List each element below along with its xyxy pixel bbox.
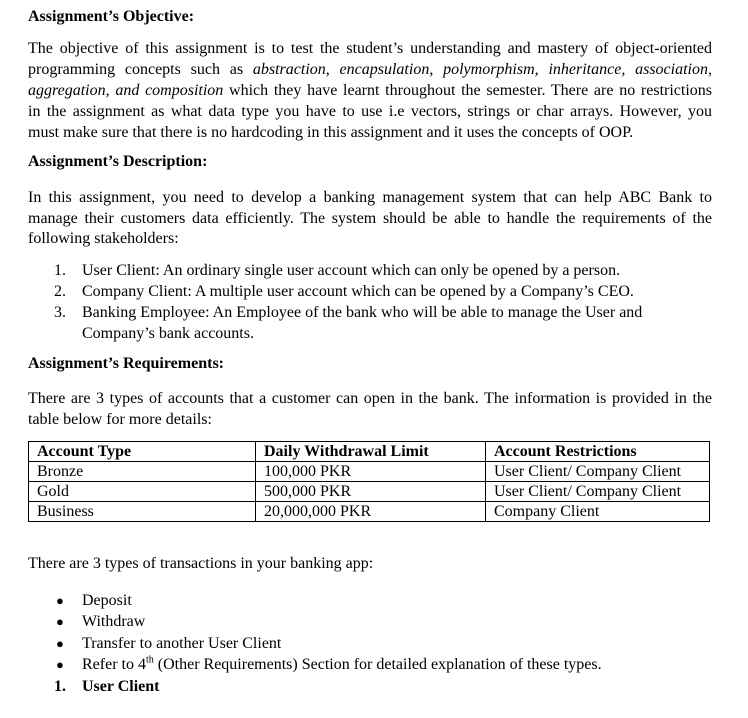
italic-concepts: aggregation, and composition bbox=[28, 82, 224, 99]
paragraph-line bbox=[28, 209, 712, 230]
text: programming concepts such as bbox=[28, 61, 253, 78]
text: In this assignment, you need to develop a banking management system that can help ABC Bank to bbox=[28, 189, 712, 206]
list-item bbox=[82, 654, 602, 675]
paragraph-line bbox=[28, 122, 712, 143]
text: Refer to 4 bbox=[82, 656, 146, 673]
table-cell: Gold bbox=[29, 482, 256, 502]
table-cell: 100,000 PKR bbox=[256, 462, 486, 482]
list-number: 3. bbox=[54, 304, 66, 321]
table-cell: 20,000,000 PKR bbox=[256, 502, 486, 522]
list-item: Withdraw bbox=[82, 613, 146, 630]
column-header: Account Restrictions bbox=[486, 442, 710, 462]
paragraph-line bbox=[28, 188, 712, 209]
list-item: Deposit bbox=[82, 592, 132, 609]
text: (Other Requirements) Section for detailed explanation of these types. bbox=[153, 656, 602, 673]
requirements-heading: Assignment’s Requirements: bbox=[28, 355, 224, 372]
text: which they have learnt throughout the semester. There are no restrictions bbox=[223, 82, 713, 99]
account-types-table bbox=[28, 441, 710, 522]
table-header-row bbox=[29, 442, 710, 462]
list-item: Transfer to another User Client bbox=[82, 635, 282, 652]
bullet-icon: ● bbox=[56, 636, 64, 651]
table-cell: Bronze bbox=[29, 462, 256, 482]
list-item: Banking Employee: An Employee of the bank who will be able to manage the User and bbox=[82, 304, 643, 321]
objective-paragraph bbox=[28, 38, 712, 143]
table-cell: User Client/ Company Client bbox=[486, 482, 710, 502]
paragraph-line bbox=[28, 229, 712, 250]
list-number: 2. bbox=[54, 283, 66, 300]
text: manage their customers data efficiently. The system should be able to handle the requirements of the bbox=[28, 209, 712, 227]
table-cell: 500,000 PKR bbox=[256, 482, 486, 502]
section-title: User Client bbox=[82, 678, 160, 695]
section-number: 1. bbox=[54, 678, 66, 695]
description-heading: Assignment’s Description: bbox=[28, 153, 208, 170]
column-header: Daily Withdrawal Limit bbox=[256, 442, 486, 462]
table-row bbox=[29, 482, 710, 502]
requirements-paragraph bbox=[28, 388, 712, 430]
text: table below for more details: bbox=[28, 411, 212, 428]
list-number: 1. bbox=[54, 262, 66, 279]
paragraph-line bbox=[28, 80, 712, 101]
superscript: th bbox=[145, 654, 154, 666]
text: following stakeholders: bbox=[28, 230, 179, 247]
text: in the assignment as what data type you have to use i.e vectors, strings or char arrays. However, you bbox=[28, 103, 712, 120]
text: There are 3 types of accounts that a customer can open in the bank. The information is provided in the bbox=[28, 390, 712, 407]
text: The objective of this assignment is to test the student’s understanding and mastery of object-oriented bbox=[28, 40, 712, 57]
list-item: Company Client: A multiple user account which can be opened by a Company’s CEO. bbox=[82, 283, 634, 300]
table-row bbox=[29, 502, 710, 522]
objective-heading: Assignment’s Objective: bbox=[28, 8, 195, 25]
table-cell: User Client/ Company Client bbox=[486, 462, 710, 482]
paragraph-line bbox=[28, 409, 712, 430]
bullet-icon: ● bbox=[56, 614, 64, 629]
description-paragraph bbox=[28, 188, 712, 250]
list-item: User Client: An ordinary single user account which can only be opened by a person. bbox=[82, 262, 621, 279]
list-item-continued: Company’s bank accounts. bbox=[82, 325, 254, 342]
paragraph-line bbox=[28, 388, 712, 409]
bullet-icon: ● bbox=[56, 657, 64, 672]
table-cell: Company Client bbox=[486, 502, 710, 522]
italic-concepts: abstraction, encapsulation, polymorphism, inheritance, association, bbox=[252, 61, 712, 78]
paragraph-line bbox=[28, 59, 712, 80]
table-row bbox=[29, 462, 710, 482]
table-cell: Business bbox=[29, 502, 256, 522]
column-header: Account Type bbox=[29, 442, 256, 462]
transactions-intro: There are 3 types of transactions in your banking app: bbox=[28, 555, 374, 572]
bullet-icon: ● bbox=[56, 593, 64, 608]
paragraph-line bbox=[28, 101, 712, 122]
paragraph-line bbox=[28, 38, 712, 59]
text: must make sure that there is no hardcoding in this assignment and it uses the concepts of OOP. bbox=[28, 124, 634, 141]
